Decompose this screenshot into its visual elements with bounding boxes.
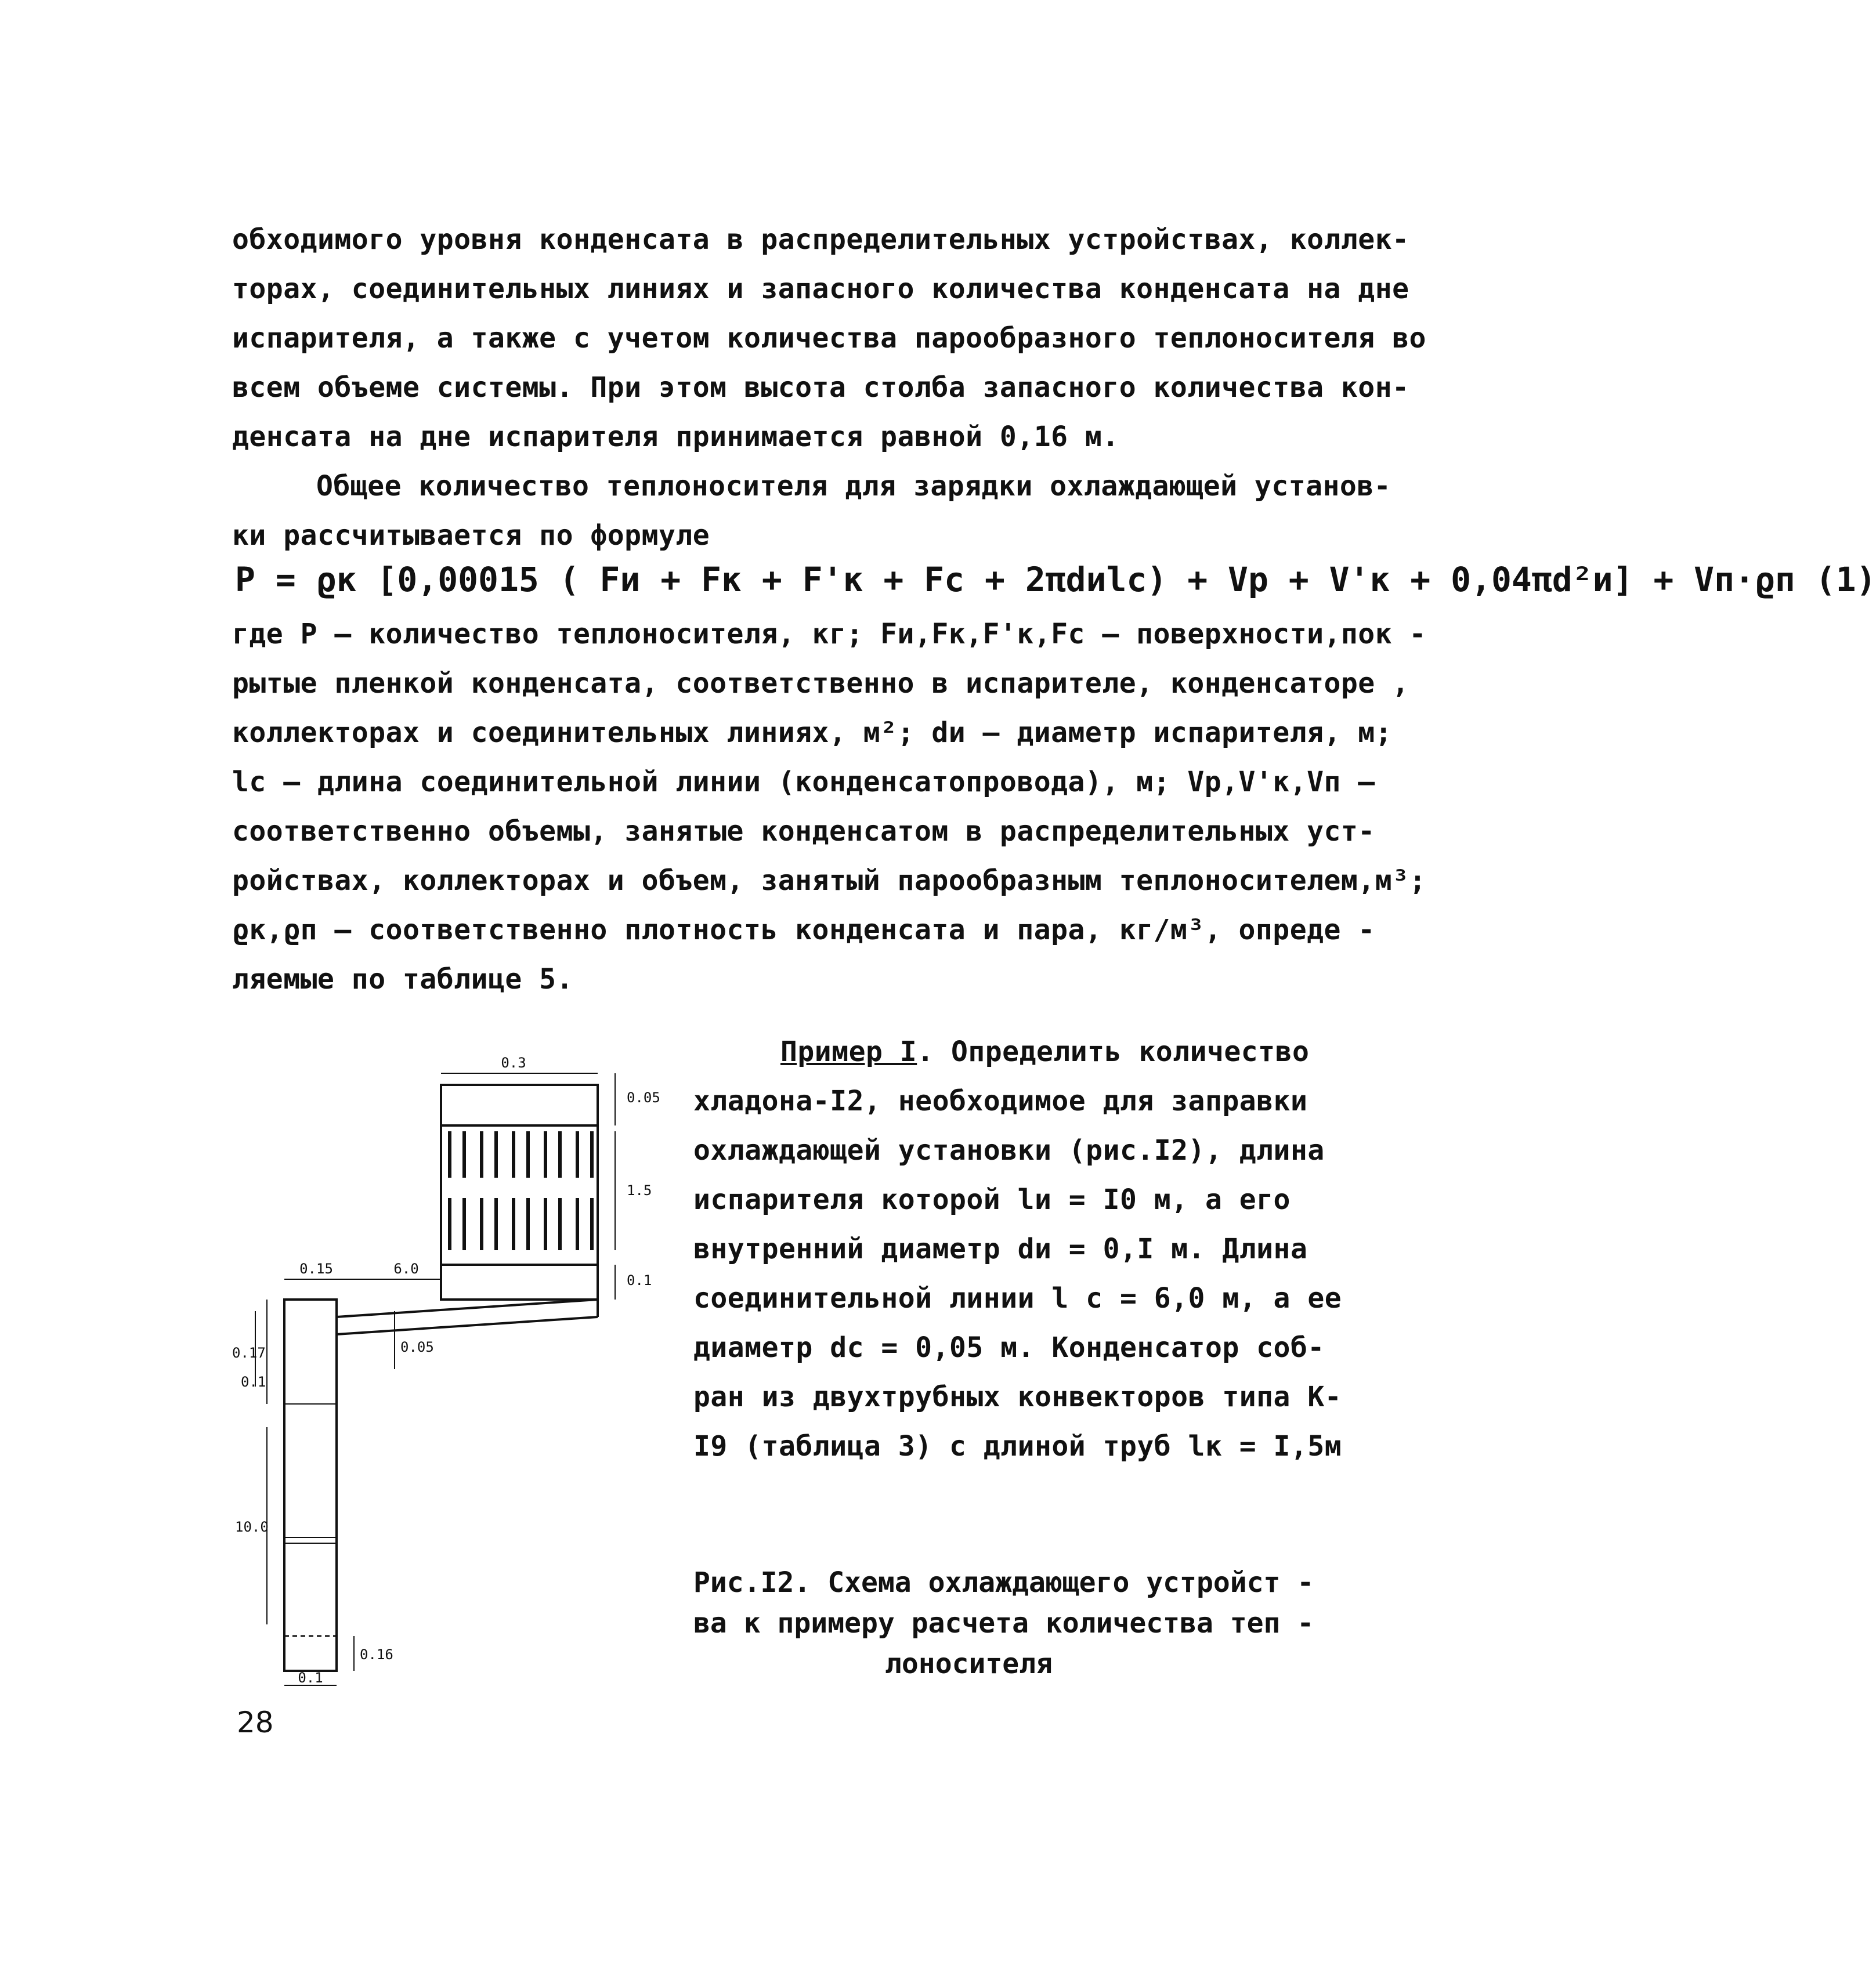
example-line-7: диаметр dc = 0,05 м. Конденсатор соб-	[693, 1331, 1325, 1364]
page-number: 28	[237, 1706, 274, 1739]
example-line-3: охлаждающей установки (рис.I2), длина	[693, 1134, 1325, 1167]
paragraph1-line-2: торах, соединительных линиях и запасного количества конденсата на дне	[232, 273, 1409, 305]
definition-line-1: где P – количество теплоносителя, кг; Fи,Fк,F'к,Fc – поверхности,пок -	[232, 618, 1426, 650]
example-label: Пример I	[780, 1036, 917, 1068]
definition-line-6: ройствах, коллекторах и объем, занятый парообразным теплоносителем,м³;	[232, 864, 1426, 897]
figure-caption-line-2: ва к примеру расчета количества теп -	[693, 1607, 1314, 1639]
paragraph2-line-2: ки рассчитывается по формуле	[232, 519, 710, 552]
evaporator	[284, 1300, 337, 1671]
definition-line-2: рытые пленкой конденсата, соответственно в испарителе, конденсаторе ,	[232, 667, 1409, 700]
definition-line-5: соответственно объемы, занятые конденсатом в распределительных уст-	[232, 815, 1375, 848]
dim-condenser-height: 1.5	[627, 1182, 652, 1199]
charge-formula: P = ϱк [0,00015 ( Fи + Fк + F'к + Fc + 2πdиlc) + Vр + V'к + 0,04πd²и] + Vп·ϱп (1)	[235, 560, 1876, 599]
example-line-8: ран из двухтрубных конвекторов типа К-	[693, 1381, 1342, 1413]
condenser-top-frame	[441, 1085, 598, 1125]
paragraph1-line-4: всем объеме системы. При этом высота столба запасного количества кон-	[232, 371, 1409, 404]
example-line-4: испарителя которой lи = I0 м, а его	[693, 1183, 1291, 1216]
dim-evap-length: 10.0	[235, 1519, 269, 1535]
paragraph1-line-3: испарителя, а также с учетом количества парообразного теплоносителя во	[232, 322, 1426, 354]
definition-line-4: lc – длина соединительной линии (конденсатопровода), м; Vр,V'к,Vп –	[232, 766, 1375, 798]
dim-mid-small: 0.05	[400, 1339, 434, 1355]
dim-bottom-width: 0.1	[298, 1670, 323, 1686]
condenser-tubes	[450, 1131, 592, 1250]
cooling-unit-diagram	[221, 1044, 660, 1694]
paragraph1-line-5: денсата на дне испарителя принимается равной 0,16 м.	[232, 421, 1119, 453]
example-line-9: I9 (таблица 3) с длиной труб lк = I,5м	[693, 1430, 1342, 1463]
figure-caption-line-3: лоносителя	[885, 1648, 1053, 1680]
dim-line-length: 6.0	[393, 1261, 419, 1277]
definition-line-3: коллекторах и соединительных линиях, м²; dи – диаметр испарителя, м;	[232, 716, 1393, 749]
dim-left-top-2: 0.1	[241, 1374, 266, 1390]
example-line-2: хладона-I2, необходимое для заправки	[693, 1085, 1308, 1117]
connection-line	[337, 1300, 598, 1317]
dim-top-gap: 0.05	[627, 1090, 660, 1106]
dim-evap-head-width: 0.15	[299, 1261, 333, 1277]
dim-collector-height: 0.1	[627, 1272, 652, 1289]
figure-caption-line-1: Рис.I2. Схема охлаждающего устройст -	[693, 1566, 1314, 1599]
collector	[441, 1265, 598, 1300]
paragraph1-line-1: обходимого уровня конденсата в распределительных устройствах, коллек-	[232, 223, 1409, 256]
definition-line-7: ϱк,ϱп – соответственно плотность конденсата и пара, кг/м³, опреде -	[232, 914, 1375, 946]
definition-line-8: ляемые по таблице 5.	[232, 963, 573, 996]
dim-top-width: 0.3	[501, 1055, 526, 1071]
example-line-5: внутренний диаметр dи = 0,I м. Длина	[693, 1233, 1308, 1265]
example-line-6: соединительной линии l c = 6,0 м, а ее	[693, 1282, 1342, 1315]
paragraph2-line-1: Общее количество теплоносителя для зарядки охлаждающей установ-	[316, 470, 1391, 502]
dim-bottom-height: 0.16	[360, 1646, 393, 1663]
example-line-1: Пример I. Определить количество	[780, 1036, 1310, 1068]
dim-left-top-1: 0.17	[232, 1345, 266, 1361]
